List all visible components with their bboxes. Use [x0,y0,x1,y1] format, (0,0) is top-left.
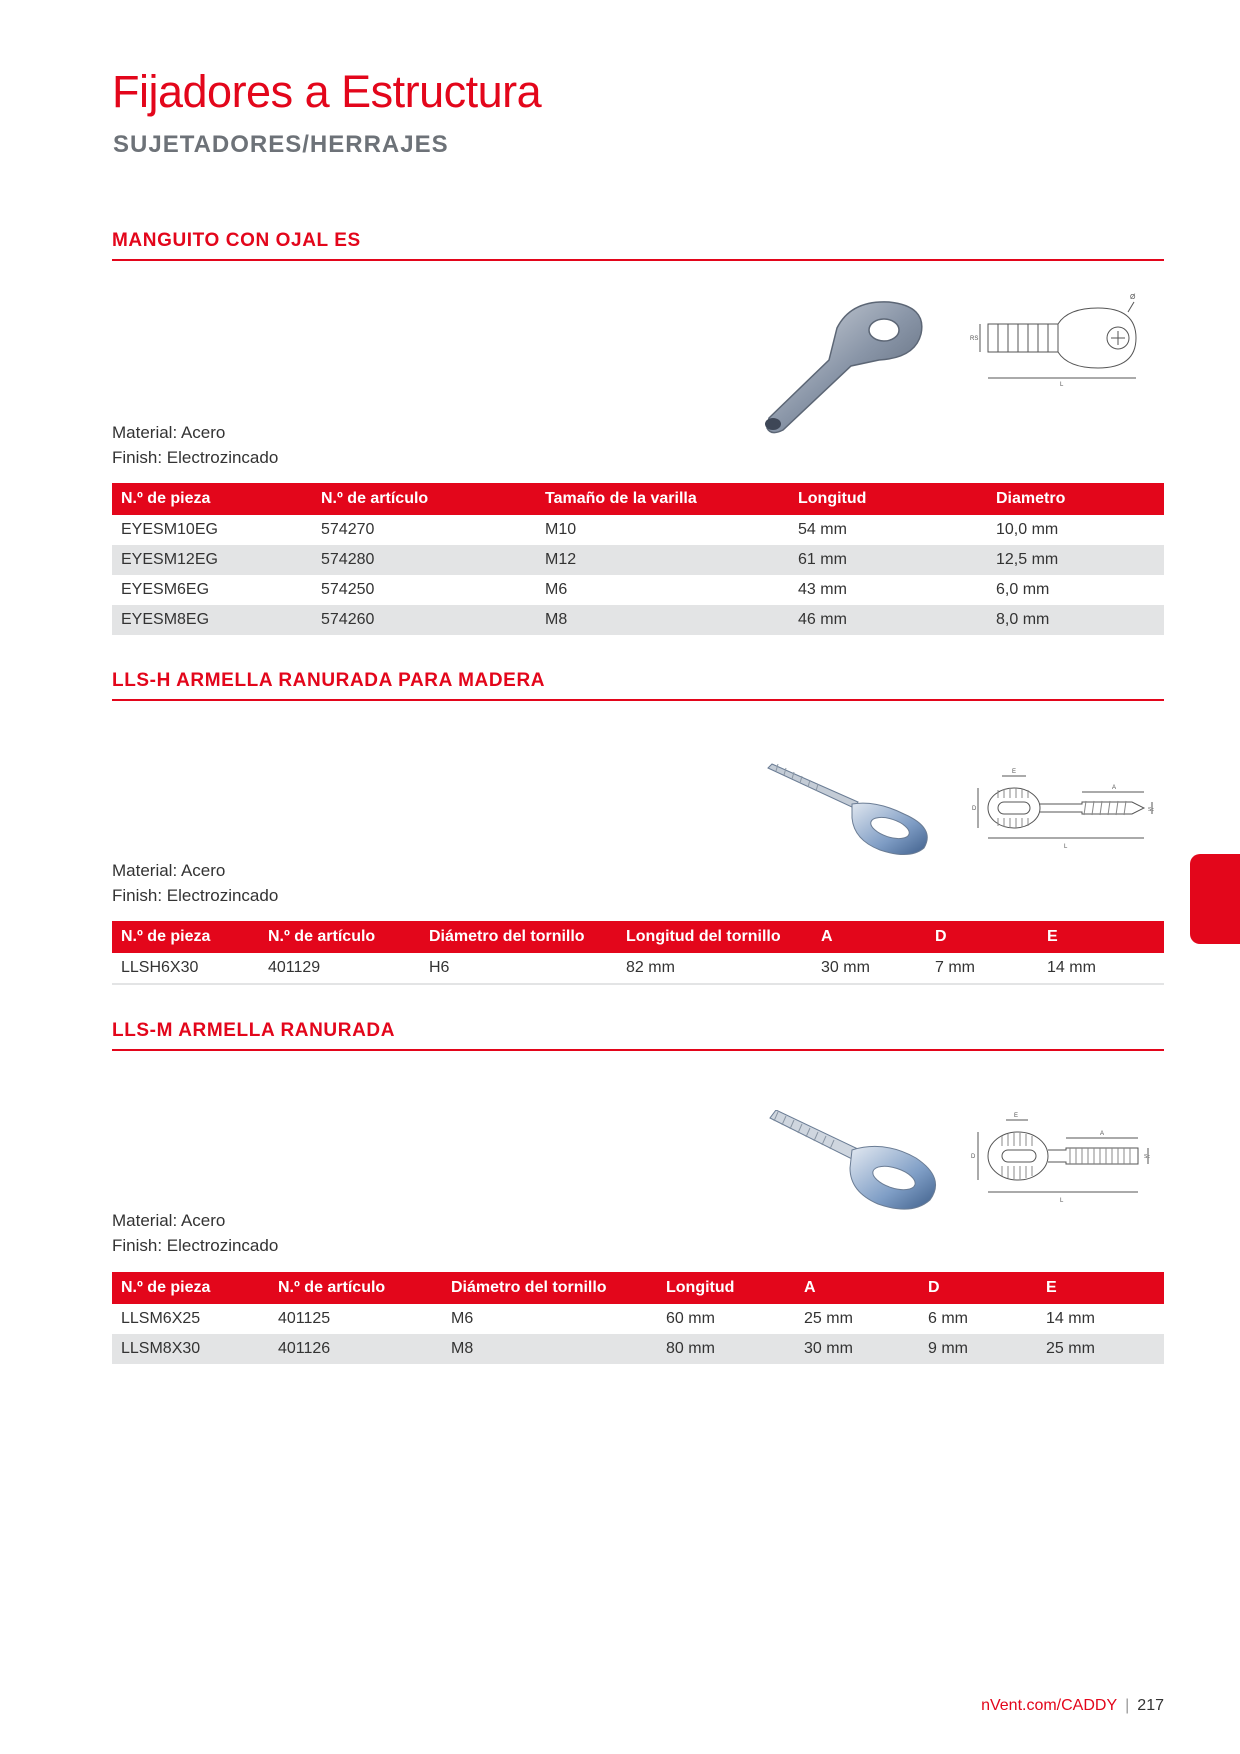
technical-drawing-eye-socket [968,290,1158,390]
table-cell: 14 mm [1038,953,1164,984]
spec-table-lls-h [112,921,1164,985]
table-row [112,605,1164,635]
table-cell: 9 mm [919,1334,1037,1364]
column-header: A [795,1272,919,1304]
column-header: N.º de pieza [112,921,259,953]
drawing-label-sc: Sc [1148,807,1154,813]
column-header: N.º de artículo [312,483,536,515]
table-cell: 12,5 mm [987,545,1164,575]
table-cell: M6 [536,575,789,605]
drawing-label-l: L [1060,1198,1064,1204]
section-lls-m [112,1020,1164,1360]
drawing-label-d: D [972,806,977,812]
drawing-label-l: L [1064,844,1068,850]
table-header-row [112,483,1164,515]
page-footer [981,1697,1164,1715]
table-cell: 14 mm [1037,1304,1164,1334]
page-subtitle: SUJETADORES/HERRAJES [113,131,449,158]
table-cell: 574270 [312,515,536,545]
table-cell: M8 [442,1334,657,1364]
table-cell: M8 [536,605,789,635]
table-cell: 30 mm [812,953,926,984]
table-cell: LLSH6X30 [112,953,259,984]
table-cell: 7 mm [926,953,1038,984]
table-cell: EYESM6EG [112,575,312,605]
drawing-label-a: A [1112,785,1117,791]
section-lls-h [112,670,1164,990]
table-cell: M6 [442,1304,657,1334]
table-cell: 43 mm [789,575,987,605]
section-title: LLS-M ARMELLA RANURADA [112,1020,1164,1051]
product-photo-wood-eye-screw [764,762,944,862]
chapter-tab [1190,854,1240,944]
table-cell: 54 mm [789,515,987,545]
table-row [112,1304,1164,1334]
column-header: D [919,1272,1037,1304]
material-info [112,858,278,908]
table-cell: 80 mm [657,1334,795,1364]
table-cell: H6 [420,953,617,984]
column-header: Tamaño de la varilla [536,483,789,515]
drawing-label-sc: Sc [1144,1154,1150,1160]
table-row [112,575,1164,605]
footer-separator: | [1125,1697,1130,1714]
drawing-label-d: D [971,1154,976,1160]
product-photo-metric-eye-bolt [766,1110,946,1220]
table-cell: 10,0 mm [987,515,1164,545]
section-title: LLS-H ARMELLA RANURADA PARA MADERA [112,670,1164,701]
material-info [112,420,278,470]
column-header: A [812,921,926,953]
column-header: D [926,921,1038,953]
page-title: Fijadores a Estructura [112,66,542,117]
table-cell: 61 mm [789,545,987,575]
column-header: E [1037,1272,1164,1304]
table-cell: 401126 [269,1334,442,1364]
table-cell: 574260 [312,605,536,635]
table-cell: 6,0 mm [987,575,1164,605]
material-label: Material: Acero [112,423,226,442]
table-row [112,1334,1164,1364]
table-cell: 30 mm [795,1334,919,1364]
material-label: Material: Acero [112,861,226,880]
column-header: E [1038,921,1164,953]
column-header: Longitud [657,1272,795,1304]
drawing-label-rs: RS [970,336,979,342]
footer-url[interactable]: nVent.com/CADDY [981,1697,1118,1714]
table-row [112,515,1164,545]
table-cell: LLSM6X25 [112,1304,269,1334]
technical-drawing-wood-eye-screw [972,764,1162,854]
column-header: Diámetro del tornillo [442,1272,657,1304]
table-cell: 401125 [269,1304,442,1334]
table-row [112,545,1164,575]
material-label: Material: Acero [112,1211,226,1230]
table-cell: 574250 [312,575,536,605]
column-header: Longitud del tornillo [617,921,812,953]
table-cell: M10 [536,515,789,545]
page-number: 217 [1137,1697,1164,1714]
finish-label: Finish: Electrozincado [112,886,279,905]
table-cell: 401129 [259,953,420,984]
finish-label: Finish: Electrozincado [112,1236,279,1255]
drawing-label-l: L [1060,382,1064,388]
table-cell: EYESM12EG [112,545,312,575]
table-header-row [112,921,1164,953]
drawing-label-diameter: Ø [1130,294,1136,301]
table-cell: 8,0 mm [987,605,1164,635]
technical-drawing-metric-eye-bolt [970,1108,1160,1208]
column-header: N.º de artículo [259,921,420,953]
column-header: N.º de pieza [112,483,312,515]
table-cell: 25 mm [1037,1334,1164,1364]
drawing-label-e: E [1014,1113,1019,1119]
section-manguito [112,230,1164,640]
section-title: MANGUITO CON OJAL ES [112,230,1164,261]
table-row [112,953,1164,984]
material-info [112,1208,278,1258]
table-cell: EYESM8EG [112,605,312,635]
table-cell: 46 mm [789,605,987,635]
column-header: N.º de artículo [269,1272,442,1304]
column-header: Diámetro del tornillo [420,921,617,953]
drawing-label-a: A [1100,1131,1105,1137]
table-cell: EYESM10EG [112,515,312,545]
table-cell: 574280 [312,545,536,575]
spec-table-lls-m [112,1272,1164,1364]
table-cell: 25 mm [795,1304,919,1334]
table-cell: 6 mm [919,1304,1037,1334]
column-header: Diametro [987,483,1164,515]
table-cell: 60 mm [657,1304,795,1334]
table-header-row [112,1272,1164,1304]
product-photo-eye-socket [759,298,939,438]
table-cell: LLSM8X30 [112,1334,269,1364]
column-header: N.º de pieza [112,1272,269,1304]
finish-label: Finish: Electrozincado [112,448,279,467]
table-cell: M12 [536,545,789,575]
table-cell: 82 mm [617,953,812,984]
spec-table-manguito [112,483,1164,635]
column-header: Longitud [789,483,987,515]
drawing-label-e: E [1012,769,1017,775]
